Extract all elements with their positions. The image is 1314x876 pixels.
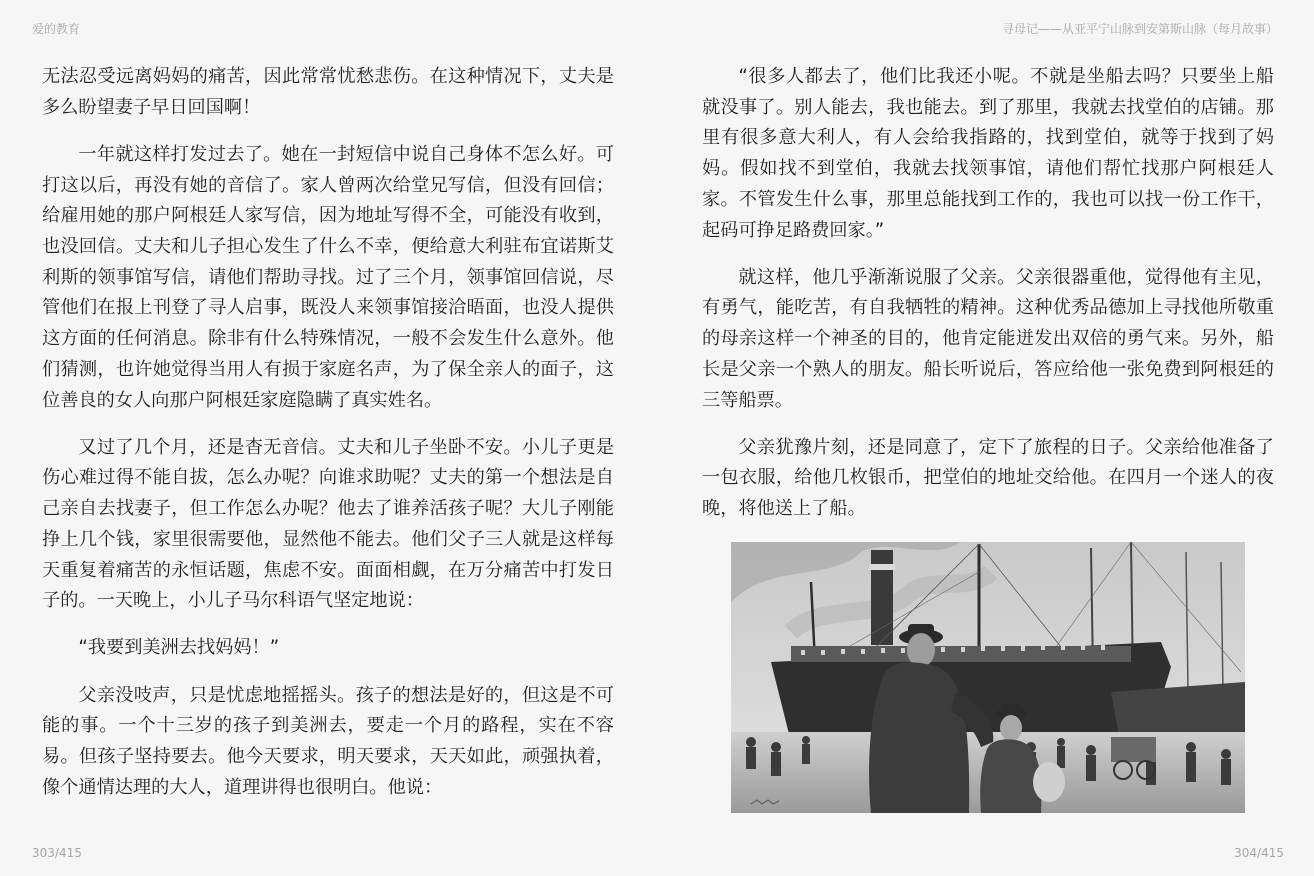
paragraph: 父亲犹豫片刻，还是同意了，定下了旅程的日子。父亲给他准备了一包衣服，给他几枚银币，把堂伯的地址交给他。在四月一个迷人的夜晚，将他送上了船。 [702, 436, 1274, 520]
paragraph: 又过了几个月，还是杳无音信。丈夫和儿子坐卧不安。小儿子更是伤心难过得不能自拔，怎么办呢？向谁求助呢？丈夫的第一个想法是自己亲自去找妻子，但工作怎么办呢？他去了谁养活孩子呢？大儿子刚能挣上几个钱，家里很需要他，显然他不能去。他们父子三人就是这样每天重复着痛苦的永恒话题，焦虑不安。面面相觑，在万分痛苦中打发日子的。一天晚上，小儿子马尔科语气坚定地说： [42, 436, 614, 612]
left-page-number: 303/415 [32, 846, 82, 860]
book-title-header: 爱的教育 [32, 22, 81, 36]
chapter-title-header: 寻母记——从亚平宁山脉到安第斯山脉（每月故事） [1001, 22, 1278, 36]
paragraph: “很多人都去了，他们比我还小呢。不就是坐船去吗？只要坐上船就没事了。别人能去，我也能去。到了那里，我就去找堂伯的店铺。那里有很多意大利人，有人会给我指路的，找到堂伯，就等于找到了妈妈。假如找不到堂伯，我就去找领事馆，请他们帮忙找那户阿根廷人家。不管发生什么事，那里总能找到工作的，我也可以找一份工作干，起码可挣足路费回家。” [702, 66, 1274, 241]
paragraph: “我要到美洲去找妈妈！” [78, 637, 280, 659]
left-page-text [42, 62, 614, 802]
paragraph: 父亲没吱声，只是忧虑地摇摇头。孩子的想法是好的，但这是不可能的事。一个十三岁的孩子到美洲去，要走一个月的路程，实在不容易。但孩子坚持要去。他今天要求，明天要求，天天如此，顽强执着，像个通情达理的大人，道理讲得也很明白。他说： [42, 684, 614, 798]
right-page-number: 304/415 [1234, 846, 1284, 860]
paragraph: 就这样，他几乎渐渐说服了父亲。父亲很器重他，觉得他有主见，有勇气，能吃苦，有自我牺牲的精神。这种优秀品德加上寻找他所敬重的母亲这样一个神圣的目的，他肯定能迸发出双倍的勇气来。另外，船长是父亲一个熟人的朋友。船长听说后，答应给他一张免费到阿根廷的三等船票。 [702, 266, 1274, 411]
paragraph: 一年就这样打发过去了。她在一封短信中说自己身体不怎么好。可打这以后，再没有她的音信了。家人曾两次给堂兄写信，但没有回信；给雇用她的那户阿根廷人家写信，因为地址写得不全，可能没有收到，也没回信。丈夫和儿子担心发生了什么不幸，便给意大利驻布宜诺斯艾利斯的领事馆写信，请他们帮助寻找。过了三个月，领事馆回信说，尽管他们在报上刊登了寻人启事，既没人来领事馆接洽晤面，也没人提供这方面的任何消息。除非有什么特殊情况，一般不会发生什么意外。他们猜测，也许她觉得当用人有损于家庭名声，为了保全亲人的面子，这位善良的女人向那户阿根廷家庭隐瞒了真实姓名。 [42, 143, 614, 411]
paragraph: 无法忍受远离妈妈的痛苦，因此常常忧愁悲伤。在这种情况下，丈夫是多么盼望妻子早日回国啊！ [42, 66, 614, 118]
harbor-ship-illustration [731, 542, 1245, 813]
